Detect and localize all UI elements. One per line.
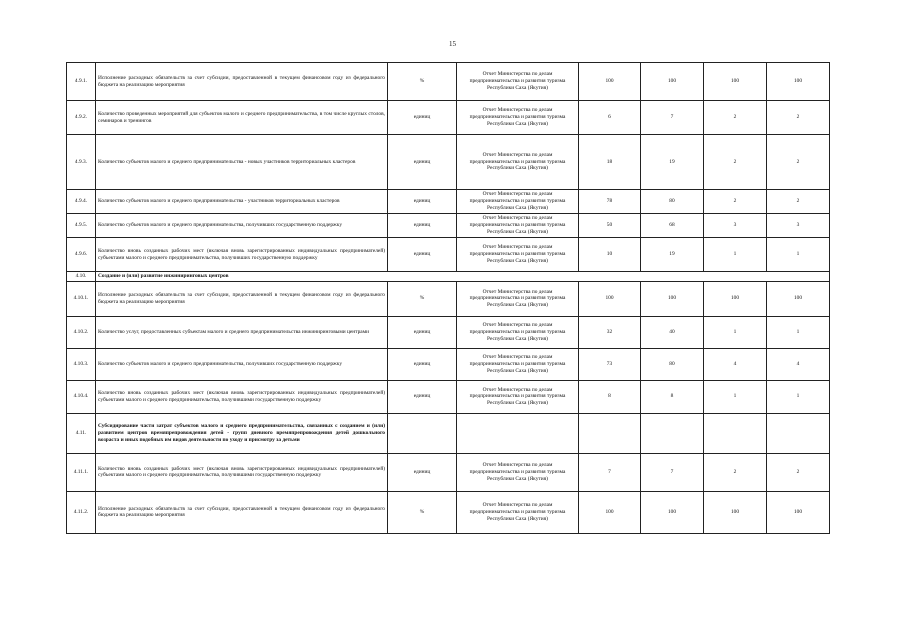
value-cell [704, 413, 767, 453]
value-cell: 100 [767, 281, 830, 316]
value-cell: 100 [641, 63, 704, 101]
row-number: 4.9.1. [67, 63, 96, 101]
value-cell: 1 [767, 238, 830, 272]
row-number: 4.9.3. [67, 135, 96, 190]
indicator-name: Количество вновь созданных рабочих мест (включая вновь зарегистрированных индивидуальных предпринимателей) субъектами малого и среднего предпринимательства, получивших государственную поддержку [96, 238, 388, 272]
row-number: 4.10.4. [67, 380, 96, 413]
table-row [67, 491, 830, 533]
unit-cell: единиц [388, 214, 457, 238]
value-cell: 100 [704, 491, 767, 533]
table-row [67, 453, 830, 491]
table-row [67, 316, 830, 348]
table-row [67, 238, 830, 272]
row-number: 4.11.2. [67, 491, 96, 533]
value-cell: 1 [704, 316, 767, 348]
value-cell: 2 [767, 101, 830, 135]
row-number: 4.10.2. [67, 316, 96, 348]
indicator-name: Исполнение расходных обязательств за счет субсидии, предоставленной в текущем финансовом году из федерального бюджета на реализацию мероприятия [96, 63, 388, 101]
source-cell: Отчет Министерства по делам предпринимательства и развития туризма Республики Саха (Якутия) [457, 238, 579, 272]
unit-cell: единиц [388, 101, 457, 135]
source-cell: Отчет Министерства по делам предпринимательства и развития туризма Республики Саха (Якутия) [457, 316, 579, 348]
indicator-name: Исполнение расходных обязательств за счет субсидии, предоставленной в текущем финансовом году из федерального бюджета на реализацию мероприятия [96, 281, 388, 316]
value-cell: 7 [641, 453, 704, 491]
unit-cell: единиц [388, 190, 457, 214]
value-cell: 100 [704, 63, 767, 101]
row-number: 4.9.4. [67, 190, 96, 214]
row-number: 4.10. [67, 272, 96, 282]
value-cell: 100 [579, 63, 641, 101]
source-cell: Отчет Министерства по делам предпринимательства и развития туризма Республики Саха (Якутия) [457, 491, 579, 533]
value-cell: 1 [704, 380, 767, 413]
value-cell: 3 [704, 214, 767, 238]
value-cell: 8 [579, 380, 641, 413]
section-row [67, 272, 830, 282]
table-row [67, 281, 830, 316]
source-cell: Отчет Министерства по делам предпринимательства и развития туризма Республики Саха (Якутия) [457, 281, 579, 316]
row-number: 4.10.1. [67, 281, 96, 316]
row-number: 4.10.3. [67, 348, 96, 380]
unit-cell: % [388, 63, 457, 101]
value-cell: 18 [579, 135, 641, 190]
value-cell: 50 [579, 214, 641, 238]
table-row [67, 63, 830, 101]
value-cell: 80 [641, 190, 704, 214]
unit-cell: единиц [388, 380, 457, 413]
value-cell: 80 [641, 348, 704, 380]
value-cell: 2 [704, 190, 767, 214]
value-cell: 2 [767, 190, 830, 214]
indicator-name: Количество субъектов малого и среднего предпринимательства, получивших государственную поддержку [96, 348, 388, 380]
unit-cell: единиц [388, 453, 457, 491]
subsection-row [67, 413, 830, 453]
indicator-name: Исполнение расходных обязательств за счет субсидии, предоставленной в текущем финансовом году из федерального бюджета на реализацию мероприятия [96, 491, 388, 533]
value-cell: 4 [704, 348, 767, 380]
row-number: 4.11.1. [67, 453, 96, 491]
row-number: 4.9.5. [67, 214, 96, 238]
row-number: 4.9.2. [67, 101, 96, 135]
indicator-name: Количество проведенных мероприятий для субъектов малого и среднего предпринимательства, в том числе круглых столов, семинаров и тренингов [96, 101, 388, 135]
value-cell: 100 [579, 491, 641, 533]
value-cell: 7 [641, 101, 704, 135]
value-cell: 19 [641, 238, 704, 272]
unit-cell: единиц [388, 348, 457, 380]
section-title: Создание и (или) развитие инжиниринговых центров [96, 272, 830, 282]
value-cell: 2 [704, 101, 767, 135]
unit-cell: единиц [388, 316, 457, 348]
value-cell: 2 [704, 135, 767, 190]
indicator-name: Количество субъектов малого и среднего предпринимательства - участников территориальных кластеров [96, 190, 388, 214]
value-cell: 1 [767, 316, 830, 348]
value-cell: 32 [579, 316, 641, 348]
value-cell: 7 [579, 453, 641, 491]
value-cell: 100 [641, 491, 704, 533]
value-cell: 1 [767, 380, 830, 413]
value-cell: 100 [767, 63, 830, 101]
value-cell: 1 [704, 238, 767, 272]
source-cell: Отчет Министерства по делам предпринимательства и развития туризма Республики Саха (Якутия) [457, 348, 579, 380]
indicator-name: Количество вновь созданных рабочих мест (включая вновь зарегистрированных индивидуальных предпринимателей) субъектами малого и среднего предпринимательства, получившими государственную поддержку [96, 380, 388, 413]
value-cell: 2 [767, 453, 830, 491]
source-cell [457, 413, 579, 453]
page-number: 15 [449, 40, 456, 48]
value-cell: 100 [579, 281, 641, 316]
table-row [67, 101, 830, 135]
value-cell [579, 413, 641, 453]
value-cell [641, 413, 704, 453]
source-cell: Отчет Министерства по делам предпринимательства и развития туризма Республики Саха (Якутия) [457, 63, 579, 101]
value-cell: 100 [704, 281, 767, 316]
table-body [67, 63, 830, 534]
indicators-table [66, 62, 830, 534]
value-cell: 19 [641, 135, 704, 190]
indicator-name: Количество субъектов малого и среднего предпринимательства - новых участников территориальных кластеров [96, 135, 388, 190]
value-cell: 100 [767, 491, 830, 533]
row-number: 4.9.6. [67, 238, 96, 272]
value-cell [767, 413, 830, 453]
source-cell: Отчет Министерства по делам предпринимательства и развития туризма Республики Саха (Якутия) [457, 101, 579, 135]
source-cell: Отчет Министерства по делам предпринимательства и развития туризма Республики Саха (Якутия) [457, 214, 579, 238]
value-cell: 2 [767, 135, 830, 190]
value-cell: 100 [641, 281, 704, 316]
value-cell: 8 [641, 380, 704, 413]
table-row [67, 380, 830, 413]
value-cell: 78 [579, 190, 641, 214]
source-cell: Отчет Министерства по делам предпринимательства и развития туризма Республики Саха (Якутия) [457, 135, 579, 190]
table-row [67, 214, 830, 238]
source-cell: Отчет Министерства по делам предпринимательства и развития туризма Республики Саха (Якутия) [457, 453, 579, 491]
value-cell: 40 [641, 316, 704, 348]
indicator-name: Количество субъектов малого и среднего предпринимательства, получивших государственную поддержку [96, 214, 388, 238]
table-row [67, 190, 830, 214]
source-cell: Отчет Министерства по делам предпринимательства и развития туризма Республики Саха (Якутия) [457, 190, 579, 214]
unit-cell [388, 413, 457, 453]
value-cell: 10 [579, 238, 641, 272]
unit-cell: % [388, 281, 457, 316]
value-cell: 73 [579, 348, 641, 380]
value-cell: 3 [767, 214, 830, 238]
unit-cell: % [388, 491, 457, 533]
value-cell: 68 [641, 214, 704, 238]
table-row [67, 135, 830, 190]
indicator-name: Количество вновь созданных рабочих мест (включая вновь зарегистрированных индивидуальных предпринимателей) субъектами малого и среднего предпринимательства, получившими государственную поддержку [96, 453, 388, 491]
row-number: 4.11. [67, 413, 96, 453]
value-cell: 4 [767, 348, 830, 380]
unit-cell: единиц [388, 238, 457, 272]
indicator-name: Количество услуг, предоставленных субъектам малого и среднего предпринимательства инжиниринговыми центрами [96, 316, 388, 348]
unit-cell: единиц [388, 135, 457, 190]
indicator-name: Субсидирование части затрат субъектов малого и среднего предпринимательства, связанных с созданием и (или) развитием центров времяпрепровождения детей - групп дневного времяпрепровождения детей дошкольного возраста и иных подобных им видов деятельности по уходу и присмотру за детьми [96, 413, 388, 453]
value-cell: 2 [704, 453, 767, 491]
source-cell: Отчет Министерства по делам предпринимательства и развития туризма Республики Саха (Якутия) [457, 380, 579, 413]
value-cell: 6 [579, 101, 641, 135]
table-row [67, 348, 830, 380]
